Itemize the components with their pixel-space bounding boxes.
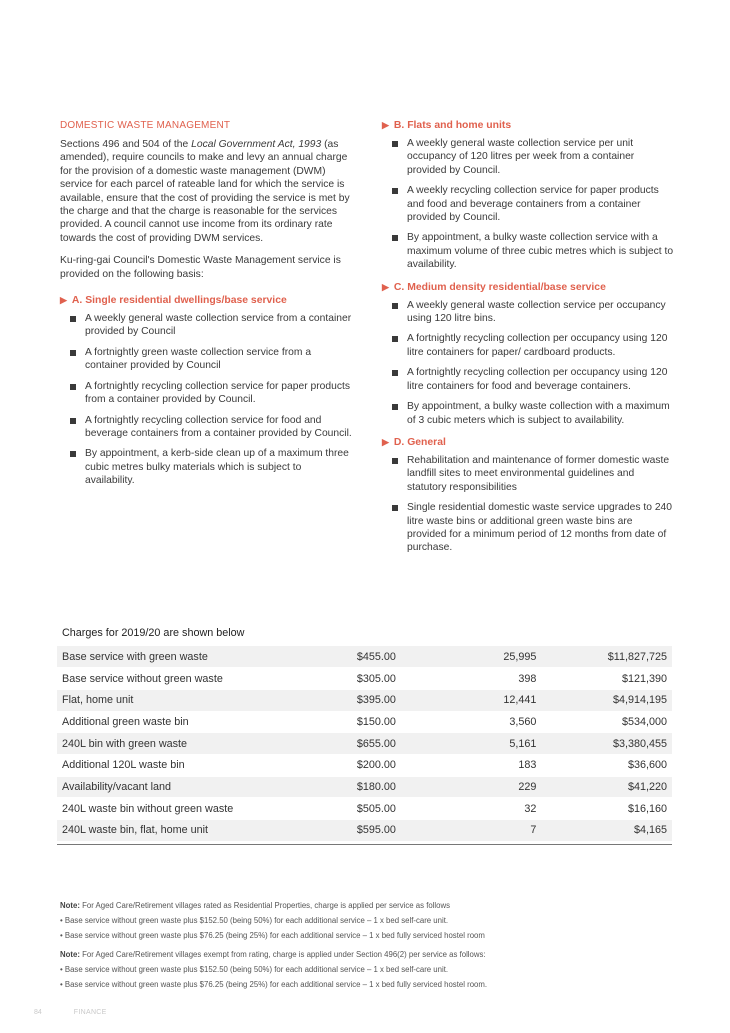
section-d-heading: ▶ D. General xyxy=(382,436,446,448)
rate-cell: $505.00 xyxy=(247,798,401,820)
list-item: A fortnightly recycling collection per occupancy using 120 litre containers for food and beverage containers. xyxy=(392,366,674,393)
left-column xyxy=(60,120,352,498)
basis-paragraph: Ku-ring-gai Council's Domestic Waste Management service is provided on the following basis: xyxy=(60,255,341,280)
charge-name-cell: 240L bin with green waste xyxy=(57,733,247,755)
table-row xyxy=(57,646,672,668)
square-bullet-icon xyxy=(392,235,398,241)
note-2-item: • Base service without green waste plus $152.50 (being 50%) for each additional service – 1 x bed self-care unit. xyxy=(60,965,449,974)
list-item: A fortnightly green waste collection service from a container provided by Council xyxy=(70,346,352,373)
rate-cell: $180.00 xyxy=(247,776,401,798)
square-bullet-icon xyxy=(70,316,76,322)
intro-paragraph: Sections 496 and 504 of the Local Government Act, 1993 (as amended), require councils to make and levy an annual charge for the provision of a domestic waste management (DWM) service for each parcel of rateable land for which the service is available, ensure that the cost of providing the service is met by the charge and that the charge is reasonable for the services provided. A council cannot use income from its ordinary rate towards the cost of providing DWM services. xyxy=(60,139,350,244)
square-bullet-icon xyxy=(70,384,76,390)
rate-cell: $150.00 xyxy=(247,711,401,733)
list-item: Single residential domestic waste service upgrades to 240 litre waste bins or additional green waste bins are provided for a minimum period of 12 months from date of purchase. xyxy=(392,501,674,555)
charge-name-cell: Base service with green waste xyxy=(57,646,247,668)
page-number: 84 xyxy=(34,1009,42,1016)
rate-cell: $395.00 xyxy=(247,689,401,711)
list-item: A fortnightly recycling collection service for paper products from a container provided by Council. xyxy=(70,380,352,407)
square-bullet-icon xyxy=(392,303,398,309)
triangle-right-icon: ▶ xyxy=(382,436,389,447)
charge-name-cell: 240L waste bin without green waste xyxy=(57,798,247,820)
total-cell: $121,390 xyxy=(541,668,672,690)
square-bullet-icon xyxy=(392,404,398,410)
table-row xyxy=(57,711,672,733)
charge-name-cell: Availability/vacant land xyxy=(57,776,247,798)
right-column xyxy=(382,120,674,565)
section-a-heading: ▶ A. Single residential dwellings/base service xyxy=(60,295,287,307)
table-row xyxy=(57,733,672,755)
footer-section: FINANCE xyxy=(73,1009,107,1016)
triangle-right-icon: ▶ xyxy=(60,295,67,306)
triangle-right-icon: ▶ xyxy=(382,281,389,292)
charge-name-cell: Additional green waste bin xyxy=(57,711,247,733)
total-cell: $534,000 xyxy=(541,711,672,733)
notes xyxy=(60,898,680,996)
note-2-item: • Base service without green waste plus $76.25 (being 25%) for each additional service – 1 x bed fully serviced hostel room. xyxy=(60,980,488,989)
total-cell: $41,220 xyxy=(541,776,672,798)
square-bullet-icon xyxy=(392,188,398,194)
list-item: A weekly recycling collection service for paper products and food and beverage containers from a container provided by Council. xyxy=(392,184,674,224)
quantity-cell: 229 xyxy=(401,776,542,798)
note-1: Note: For Aged Care/Retirement villages rated as Residential Properties, charge is applied per service as follows • Base service without green waste plus $152.50 (being 50%) for each additional service – 1 x bed self-care unit. • Base service without green waste plus $76.25 (being 25%) for each additional service – 1 x bed fully serviced hostel room xyxy=(60,898,680,943)
list-item: A weekly general waste collection service from a container provided by Council xyxy=(70,312,352,339)
list-item: A weekly general waste collection service per unit occupancy of 120 litres per week from a container provided by Council. xyxy=(392,137,674,177)
note-2: Note: For Aged Care/Retirement villages exempt from rating, charge is applied under Section 496(2) per service as follows: • Base service without green waste plus $152.50 (being 50%) for each additional service – 1 x bed self-care unit. • Base service without green waste plus $76.25 (being 25%) for each additional service – 1 x bed fully serviced hostel room. xyxy=(60,947,680,992)
section-c-list xyxy=(382,299,674,427)
quantity-cell: 25,995 xyxy=(401,646,542,668)
section-b-list xyxy=(382,137,674,272)
total-cell: $4,914,195 xyxy=(541,689,672,711)
rate-cell: $595.00 xyxy=(247,820,401,842)
table-row xyxy=(57,820,672,842)
section-b-heading: ▶ B. Flats and home units xyxy=(382,120,512,131)
square-bullet-icon xyxy=(70,418,76,424)
section-d-list xyxy=(382,454,674,555)
charge-name-cell: Flat, home unit xyxy=(57,689,247,711)
list-item: Rehabilitation and maintenance of former domestic waste landfill sites to meet environmental guidelines and statutory responsibilities xyxy=(392,454,674,494)
table-caption: Charges for 2019/20 are shown below xyxy=(62,627,245,639)
quantity-cell: 5,161 xyxy=(401,733,542,755)
quantity-cell: 183 xyxy=(401,754,542,776)
note-1-item: • Base service without green waste plus $152.50 (being 50%) for each additional service – 1 x bed self-care unit. xyxy=(60,916,449,925)
quantity-cell: 398 xyxy=(401,668,542,690)
list-item: A weekly general waste collection service per occupancy using 120 litre bins. xyxy=(392,299,674,326)
table-row xyxy=(57,798,672,820)
table-bottom-rule xyxy=(57,844,672,845)
charge-name-cell: 240L waste bin, flat, home unit xyxy=(57,820,247,842)
list-item: A fortnightly recycling collection service for food and beverage containers from a container provided by Council. xyxy=(70,414,352,441)
quantity-cell: 7 xyxy=(401,820,542,842)
list-item: By appointment, a bulky waste collection service with a maximum volume of three cubic metres which is subject to availability. xyxy=(392,231,674,271)
list-item: By appointment, a kerb-side clean up of a maximum three cubic metres bulky materials which is subject to availability. xyxy=(70,447,352,487)
section-c-heading: ▶ C. Medium density residential/base service xyxy=(382,281,606,293)
section-a-list xyxy=(60,312,352,487)
table-row xyxy=(57,689,672,711)
quantity-cell: 12,441 xyxy=(401,689,542,711)
square-bullet-icon xyxy=(392,336,398,342)
rate-cell: $455.00 xyxy=(247,646,401,668)
list-item: A fortnightly recycling collection per occupancy using 120 litre containers for paper/ cardboard products. xyxy=(392,332,674,359)
section-title: DOMESTIC WASTE MANAGEMENT xyxy=(60,120,231,131)
quantity-cell: 3,560 xyxy=(401,711,542,733)
square-bullet-icon xyxy=(70,350,76,356)
table-row xyxy=(57,668,672,690)
table-row xyxy=(57,776,672,798)
page-footer xyxy=(34,1009,107,1016)
square-bullet-icon xyxy=(392,505,398,511)
list-item: By appointment, a bulky waste collection with a maximum of 3 cubic meters which is subject to availability. xyxy=(392,400,674,427)
rate-cell: $655.00 xyxy=(247,733,401,755)
charges-table xyxy=(57,646,672,842)
total-cell: $11,827,725 xyxy=(541,646,672,668)
act-name: Local Government Act, 1993 xyxy=(191,139,322,150)
square-bullet-icon xyxy=(392,370,398,376)
square-bullet-icon xyxy=(70,451,76,457)
rate-cell: $200.00 xyxy=(247,754,401,776)
total-cell: $3,380,455 xyxy=(541,733,672,755)
square-bullet-icon xyxy=(392,458,398,464)
charge-name-cell: Additional 120L waste bin xyxy=(57,754,247,776)
table-row xyxy=(57,754,672,776)
quantity-cell: 32 xyxy=(401,798,542,820)
total-cell: $4,165 xyxy=(541,820,672,842)
rate-cell: $305.00 xyxy=(247,668,401,690)
total-cell: $36,600 xyxy=(541,754,672,776)
square-bullet-icon xyxy=(392,141,398,147)
triangle-right-icon: ▶ xyxy=(382,120,389,130)
charge-name-cell: Base service without green waste xyxy=(57,668,247,690)
total-cell: $16,160 xyxy=(541,798,672,820)
note-1-item: • Base service without green waste plus $76.25 (being 25%) for each additional service – 1 x bed fully serviced hostel room xyxy=(60,931,485,940)
